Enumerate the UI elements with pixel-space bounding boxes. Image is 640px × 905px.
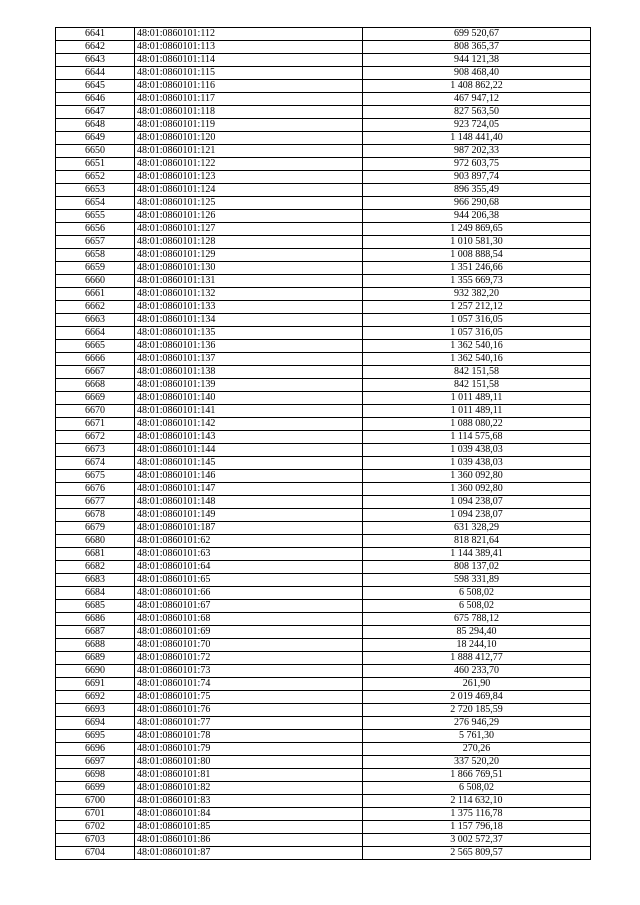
row-number-cell: 6701	[56, 808, 135, 821]
cadastral-value-cell: 923 724,05	[363, 119, 591, 132]
cadastral-value-cell: 6 508,02	[363, 600, 591, 613]
cadastral-number-cell: 48:01:0860101:75	[135, 691, 363, 704]
table-row	[56, 106, 591, 119]
table-row	[56, 171, 591, 184]
row-number-cell: 6682	[56, 561, 135, 574]
row-number-cell: 6663	[56, 314, 135, 327]
cadastral-value-cell: 1 360 092,80	[363, 483, 591, 496]
cadastral-value-cell: 2 019 469,84	[363, 691, 591, 704]
cadastral-value-cell: 2 720 185,59	[363, 704, 591, 717]
cadastral-number-cell: 48:01:0860101:70	[135, 639, 363, 652]
cadastral-number-cell: 48:01:0860101:72	[135, 652, 363, 665]
table-row	[56, 405, 591, 418]
table-row	[56, 847, 591, 860]
table-row	[56, 314, 591, 327]
row-number-cell: 6671	[56, 418, 135, 431]
cadastral-value-cell: 1 057 316,05	[363, 314, 591, 327]
row-number-cell: 6688	[56, 639, 135, 652]
cadastral-number-cell: 48:01:0860101:140	[135, 392, 363, 405]
row-number-cell: 6666	[56, 353, 135, 366]
cadastral-number-cell: 48:01:0860101:116	[135, 80, 363, 93]
row-number-cell: 6695	[56, 730, 135, 743]
cadastral-number-cell: 48:01:0860101:129	[135, 249, 363, 262]
row-number-cell: 6652	[56, 171, 135, 184]
table-row	[56, 418, 591, 431]
cadastral-value-cell: 1 008 888,54	[363, 249, 591, 262]
table-row	[56, 392, 591, 405]
table-row	[56, 67, 591, 80]
cadastral-number-cell: 48:01:0860101:64	[135, 561, 363, 574]
cadastral-number-cell: 48:01:0860101:76	[135, 704, 363, 717]
row-number-cell: 6656	[56, 223, 135, 236]
table-row	[56, 652, 591, 665]
cadastral-number-cell: 48:01:0860101:65	[135, 574, 363, 587]
cadastral-value-cell: 1 039 438,03	[363, 444, 591, 457]
row-number-cell: 6667	[56, 366, 135, 379]
row-number-cell: 6646	[56, 93, 135, 106]
cadastral-value-cell: 1 355 669,73	[363, 275, 591, 288]
cadastral-number-cell: 48:01:0860101:134	[135, 314, 363, 327]
cadastral-number-cell: 48:01:0860101:148	[135, 496, 363, 509]
cadastral-value-cell: 460 233,70	[363, 665, 591, 678]
table-row	[56, 41, 591, 54]
table-row	[56, 210, 591, 223]
table-row	[56, 756, 591, 769]
cadastral-value-cell: 1 351 246,66	[363, 262, 591, 275]
table-row	[56, 782, 591, 795]
cadastral-value-cell: 1 866 769,51	[363, 769, 591, 782]
table-row	[56, 54, 591, 67]
cadastral-number-cell: 48:01:0860101:136	[135, 340, 363, 353]
cadastral-value-cell: 1 011 489,11	[363, 405, 591, 418]
row-number-cell: 6651	[56, 158, 135, 171]
row-number-cell: 6681	[56, 548, 135, 561]
cadastral-value-cell: 675 788,12	[363, 613, 591, 626]
row-number-cell: 6644	[56, 67, 135, 80]
cadastral-value-cell: 818 821,64	[363, 535, 591, 548]
row-number-cell: 6679	[56, 522, 135, 535]
row-number-cell: 6648	[56, 119, 135, 132]
table-row	[56, 275, 591, 288]
cadastral-number-cell: 48:01:0860101:68	[135, 613, 363, 626]
table-row	[56, 561, 591, 574]
cadastral-number-cell: 48:01:0860101:138	[135, 366, 363, 379]
cadastral-value-cell: 2 565 809,57	[363, 847, 591, 860]
table-row	[56, 639, 591, 652]
row-number-cell: 6647	[56, 106, 135, 119]
cadastral-value-cell: 1 148 441,40	[363, 132, 591, 145]
row-number-cell: 6673	[56, 444, 135, 457]
cadastral-value-cell: 1 094 238,07	[363, 509, 591, 522]
table-row	[56, 457, 591, 470]
cadastral-number-cell: 48:01:0860101:83	[135, 795, 363, 808]
table-row	[56, 600, 591, 613]
row-number-cell: 6700	[56, 795, 135, 808]
cadastral-number-cell: 48:01:0860101:123	[135, 171, 363, 184]
cadastral-value-cell: 1 011 489,11	[363, 392, 591, 405]
cadastral-value-cell: 944 206,38	[363, 210, 591, 223]
cadastral-number-cell: 48:01:0860101:146	[135, 470, 363, 483]
table-row	[56, 509, 591, 522]
cadastral-number-cell: 48:01:0860101:144	[135, 444, 363, 457]
row-number-cell: 6669	[56, 392, 135, 405]
table-row	[56, 678, 591, 691]
row-number-cell: 6687	[56, 626, 135, 639]
cadastral-number-cell: 48:01:0860101:145	[135, 457, 363, 470]
cadastral-number-cell: 48:01:0860101:130	[135, 262, 363, 275]
cadastral-number-cell: 48:01:0860101:135	[135, 327, 363, 340]
cadastral-number-cell: 48:01:0860101:139	[135, 379, 363, 392]
table-row	[56, 28, 591, 41]
cadastral-number-cell: 48:01:0860101:77	[135, 717, 363, 730]
row-number-cell: 6693	[56, 704, 135, 717]
cadastral-number-cell: 48:01:0860101:85	[135, 821, 363, 834]
table-row	[56, 301, 591, 314]
table-row	[56, 223, 591, 236]
row-number-cell: 6649	[56, 132, 135, 145]
table-row	[56, 717, 591, 730]
cadastral-value-cell: 6 508,02	[363, 587, 591, 600]
cadastral-number-cell: 48:01:0860101:128	[135, 236, 363, 249]
cadastral-value-cell: 896 355,49	[363, 184, 591, 197]
cadastral-value-cell: 6 508,02	[363, 782, 591, 795]
table-row	[56, 119, 591, 132]
cadastral-value-cell: 842 151,58	[363, 379, 591, 392]
cadastral-value-cell: 270,26	[363, 743, 591, 756]
table-row	[56, 574, 591, 587]
table-row	[56, 158, 591, 171]
cadastral-value-cell: 808 365,37	[363, 41, 591, 54]
cadastral-number-cell: 48:01:0860101:113	[135, 41, 363, 54]
row-number-cell: 6680	[56, 535, 135, 548]
cadastral-value-cell: 3 002 572,37	[363, 834, 591, 847]
cadastral-value-cell: 1 144 389,41	[363, 548, 591, 561]
cadastral-number-cell: 48:01:0860101:73	[135, 665, 363, 678]
table-row	[56, 743, 591, 756]
row-number-cell: 6657	[56, 236, 135, 249]
cadastral-number-cell: 48:01:0860101:187	[135, 522, 363, 535]
row-number-cell: 6674	[56, 457, 135, 470]
cadastral-number-cell: 48:01:0860101:133	[135, 301, 363, 314]
cadastral-number-cell: 48:01:0860101:120	[135, 132, 363, 145]
cadastral-value-cell: 944 121,38	[363, 54, 591, 67]
cadastral-number-cell: 48:01:0860101:127	[135, 223, 363, 236]
table-row	[56, 665, 591, 678]
table-row	[56, 626, 591, 639]
table-row	[56, 483, 591, 496]
cadastral-number-cell: 48:01:0860101:82	[135, 782, 363, 795]
row-number-cell: 6702	[56, 821, 135, 834]
cadastral-value-cell: 842 151,58	[363, 366, 591, 379]
row-number-cell: 6670	[56, 405, 135, 418]
cadastral-number-cell: 48:01:0860101:86	[135, 834, 363, 847]
cadastral-value-cell: 1 088 080,22	[363, 418, 591, 431]
table-row	[56, 548, 591, 561]
table-row	[56, 496, 591, 509]
row-number-cell: 6659	[56, 262, 135, 275]
cadastral-number-cell: 48:01:0860101:63	[135, 548, 363, 561]
table-row	[56, 197, 591, 210]
cadastral-number-cell: 48:01:0860101:125	[135, 197, 363, 210]
table-row	[56, 80, 591, 93]
cadastral-number-cell: 48:01:0860101:80	[135, 756, 363, 769]
row-number-cell: 6643	[56, 54, 135, 67]
cadastral-number-cell: 48:01:0860101:115	[135, 67, 363, 80]
row-number-cell: 6655	[56, 210, 135, 223]
table-row	[56, 184, 591, 197]
cadastral-value-cell: 1 249 869,65	[363, 223, 591, 236]
cadastral-number-cell: 48:01:0860101:87	[135, 847, 363, 860]
cadastral-number-cell: 48:01:0860101:147	[135, 483, 363, 496]
cadastral-value-table	[55, 27, 591, 860]
table-row	[56, 821, 591, 834]
cadastral-value-cell: 827 563,50	[363, 106, 591, 119]
row-number-cell: 6665	[56, 340, 135, 353]
cadastral-value-cell: 699 520,67	[363, 28, 591, 41]
cadastral-value-cell: 467 947,12	[363, 93, 591, 106]
cadastral-number-cell: 48:01:0860101:62	[135, 535, 363, 548]
table-row	[56, 366, 591, 379]
cadastral-value-cell: 903 897,74	[363, 171, 591, 184]
cadastral-number-cell: 48:01:0860101:121	[135, 145, 363, 158]
cadastral-number-cell: 48:01:0860101:84	[135, 808, 363, 821]
cadastral-value-cell: 2 114 632,10	[363, 795, 591, 808]
row-number-cell: 6685	[56, 600, 135, 613]
cadastral-value-cell: 1 057 316,05	[363, 327, 591, 340]
table-row	[56, 93, 591, 106]
row-number-cell: 6703	[56, 834, 135, 847]
row-number-cell: 6645	[56, 80, 135, 93]
row-number-cell: 6692	[56, 691, 135, 704]
table-row	[56, 730, 591, 743]
row-number-cell: 6690	[56, 665, 135, 678]
cadastral-value-cell: 261,90	[363, 678, 591, 691]
cadastral-number-cell: 48:01:0860101:137	[135, 353, 363, 366]
cadastral-value-cell: 987 202,33	[363, 145, 591, 158]
table-row	[56, 535, 591, 548]
table-row	[56, 327, 591, 340]
cadastral-value-cell: 1 114 575,68	[363, 431, 591, 444]
table-row	[56, 795, 591, 808]
row-number-cell: 6668	[56, 379, 135, 392]
table-row	[56, 613, 591, 626]
table-row	[56, 145, 591, 158]
cadastral-number-cell: 48:01:0860101:149	[135, 509, 363, 522]
row-number-cell: 6696	[56, 743, 135, 756]
cadastral-value-cell: 1 375 116,78	[363, 808, 591, 821]
row-number-cell: 6677	[56, 496, 135, 509]
row-number-cell: 6704	[56, 847, 135, 860]
cadastral-number-cell: 48:01:0860101:66	[135, 587, 363, 600]
table-row	[56, 262, 591, 275]
cadastral-value-cell: 276 946,29	[363, 717, 591, 730]
row-number-cell: 6653	[56, 184, 135, 197]
row-number-cell: 6658	[56, 249, 135, 262]
row-number-cell: 6691	[56, 678, 135, 691]
cadastral-number-cell: 48:01:0860101:117	[135, 93, 363, 106]
cadastral-value-cell: 1 094 238,07	[363, 496, 591, 509]
cadastral-number-cell: 48:01:0860101:69	[135, 626, 363, 639]
table-row	[56, 808, 591, 821]
cadastral-value-cell: 1 360 092,80	[363, 470, 591, 483]
row-number-cell: 6661	[56, 288, 135, 301]
row-number-cell: 6686	[56, 613, 135, 626]
cadastral-number-cell: 48:01:0860101:131	[135, 275, 363, 288]
cadastral-value-cell: 631 328,29	[363, 522, 591, 535]
table-row	[56, 704, 591, 717]
cadastral-number-cell: 48:01:0860101:112	[135, 28, 363, 41]
cadastral-value-cell: 972 603,75	[363, 158, 591, 171]
cadastral-value-cell: 1 362 540,16	[363, 353, 591, 366]
cadastral-number-cell: 48:01:0860101:142	[135, 418, 363, 431]
row-number-cell: 6641	[56, 28, 135, 41]
cadastral-value-cell: 966 290,68	[363, 197, 591, 210]
cadastral-number-cell: 48:01:0860101:143	[135, 431, 363, 444]
cadastral-number-cell: 48:01:0860101:124	[135, 184, 363, 197]
row-number-cell: 6684	[56, 587, 135, 600]
table-row	[56, 340, 591, 353]
cadastral-number-cell: 48:01:0860101:74	[135, 678, 363, 691]
table-row	[56, 379, 591, 392]
cadastral-value-cell: 808 137,02	[363, 561, 591, 574]
row-number-cell: 6697	[56, 756, 135, 769]
cadastral-value-cell: 1 362 540,16	[363, 340, 591, 353]
cadastral-number-cell: 48:01:0860101:119	[135, 119, 363, 132]
table-row	[56, 249, 591, 262]
table-row	[56, 132, 591, 145]
cadastral-value-cell: 598 331,89	[363, 574, 591, 587]
cadastral-value-cell: 1 157 796,18	[363, 821, 591, 834]
cadastral-value-cell: 85 294,40	[363, 626, 591, 639]
row-number-cell: 6660	[56, 275, 135, 288]
row-number-cell: 6683	[56, 574, 135, 587]
table-row	[56, 236, 591, 249]
row-number-cell: 6662	[56, 301, 135, 314]
cadastral-number-cell: 48:01:0860101:81	[135, 769, 363, 782]
row-number-cell: 6678	[56, 509, 135, 522]
table-row	[56, 444, 591, 457]
cadastral-value-cell: 5 761,30	[363, 730, 591, 743]
cadastral-number-cell: 48:01:0860101:114	[135, 54, 363, 67]
table-row	[56, 470, 591, 483]
cadastral-number-cell: 48:01:0860101:122	[135, 158, 363, 171]
table-row	[56, 587, 591, 600]
cadastral-number-cell: 48:01:0860101:141	[135, 405, 363, 418]
row-number-cell: 6676	[56, 483, 135, 496]
table-row	[56, 522, 591, 535]
row-number-cell: 6689	[56, 652, 135, 665]
cadastral-number-cell: 48:01:0860101:67	[135, 600, 363, 613]
row-number-cell: 6698	[56, 769, 135, 782]
table-row	[56, 353, 591, 366]
cadastral-value-cell: 18 244,10	[363, 639, 591, 652]
cadastral-number-cell: 48:01:0860101:132	[135, 288, 363, 301]
table-row	[56, 288, 591, 301]
cadastral-value-cell: 1 010 581,30	[363, 236, 591, 249]
row-number-cell: 6699	[56, 782, 135, 795]
row-number-cell: 6654	[56, 197, 135, 210]
row-number-cell: 6672	[56, 431, 135, 444]
table-row	[56, 769, 591, 782]
row-number-cell: 6664	[56, 327, 135, 340]
cadastral-value-cell: 337 520,20	[363, 756, 591, 769]
cadastral-value-cell: 1 039 438,03	[363, 457, 591, 470]
cadastral-value-cell: 932 382,20	[363, 288, 591, 301]
cadastral-number-cell: 48:01:0860101:126	[135, 210, 363, 223]
row-number-cell: 6675	[56, 470, 135, 483]
cadastral-number-cell: 48:01:0860101:78	[135, 730, 363, 743]
cadastral-number-cell: 48:01:0860101:118	[135, 106, 363, 119]
table-row	[56, 691, 591, 704]
row-number-cell: 6650	[56, 145, 135, 158]
row-number-cell: 6694	[56, 717, 135, 730]
table-body	[56, 28, 591, 860]
row-number-cell: 6642	[56, 41, 135, 54]
table-row	[56, 431, 591, 444]
cadastral-value-cell: 1 257 212,12	[363, 301, 591, 314]
cadastral-number-cell: 48:01:0860101:79	[135, 743, 363, 756]
cadastral-value-cell: 1 888 412,77	[363, 652, 591, 665]
cadastral-value-cell: 1 408 862,22	[363, 80, 591, 93]
table-row	[56, 834, 591, 847]
cadastral-value-cell: 908 468,40	[363, 67, 591, 80]
